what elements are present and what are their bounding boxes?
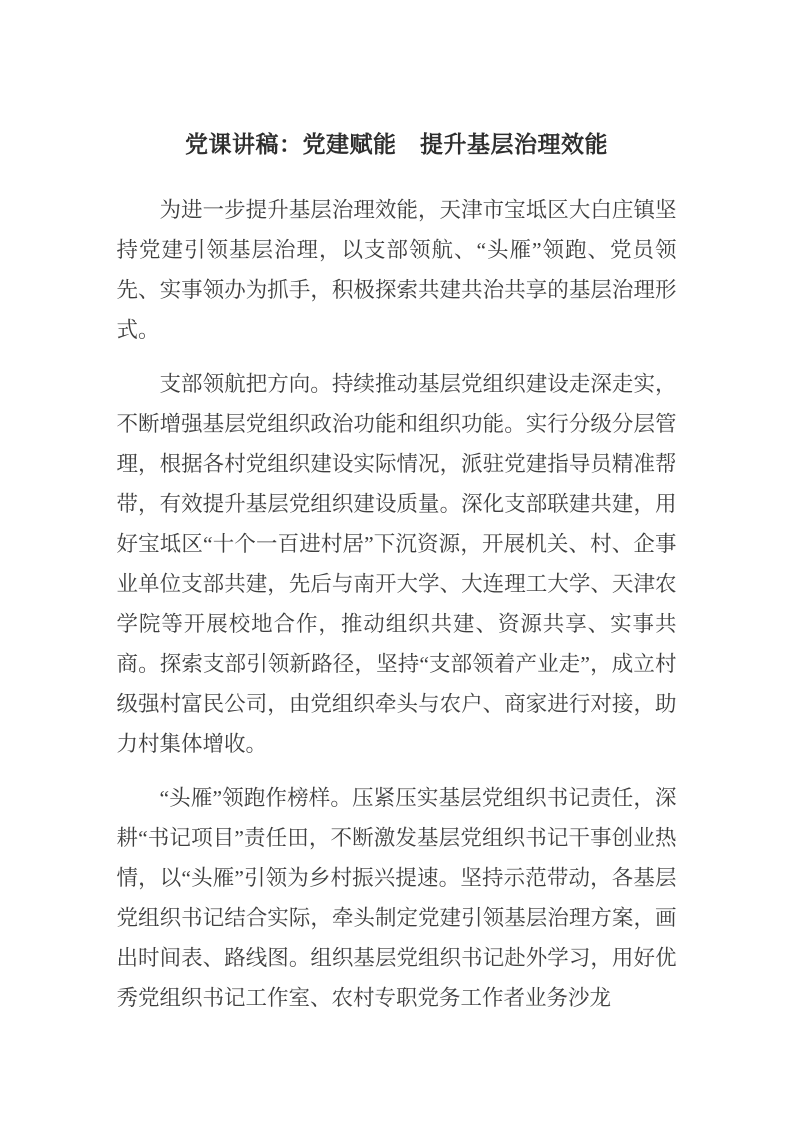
paragraph-intro: 为进一步提升基层治理效能，天津市宝坻区大白庄镇坚持党建引领基层治理，以支部领航、“头雁”领跑、党员领先、实事领办为抓手，积极探索共建共治共享的基层治理形式。 (116, 198, 677, 342)
paragraph-branch-leading: 支部领航把方向。持续推动基层党组织建设走深走实，不断增强基层党组织政治功能和组织功能。实行分级分层管理，根据各村党组织建设实际情况，派驻党建指导员精准帮带，有效提升基层党组织建设质量。深化支部联建共建，用好宝坻区“十个一百进村居”下沉资源，开展机关、村、企事业单位支部共建，先后与南开大学、大连理工大学、天津农学院等开展校地合作，推动组织共建、资源共享、实事共商。探索支部引领新路径，坚持“支部领着产业走”，成立村级强村富民公司，由党组织牵头与农户、商家进行对接，助力村集体增收。 (116, 372, 677, 756)
document-title: 党课讲稿：党建赋能 提升基层治理效能 (185, 132, 608, 157)
paragraph-head-goose: “头雁”领跑作榜样。压紧压实基层党组织书记责任，深耕“书记项目”责任田，不断激发基层党组织书记干事创业热情，以“头雁”引领为乡村振兴提速。坚持示范带动，各基层党组织书记结合实际，牵头制定党建引领基层治理方案，画出时间表、路线图。组织基层党组织书记赴外学习，用好优秀党组织书记工作室、农村专职党务工作者业务沙龙 (116, 786, 677, 1010)
document-body (117, 190, 677, 1018)
